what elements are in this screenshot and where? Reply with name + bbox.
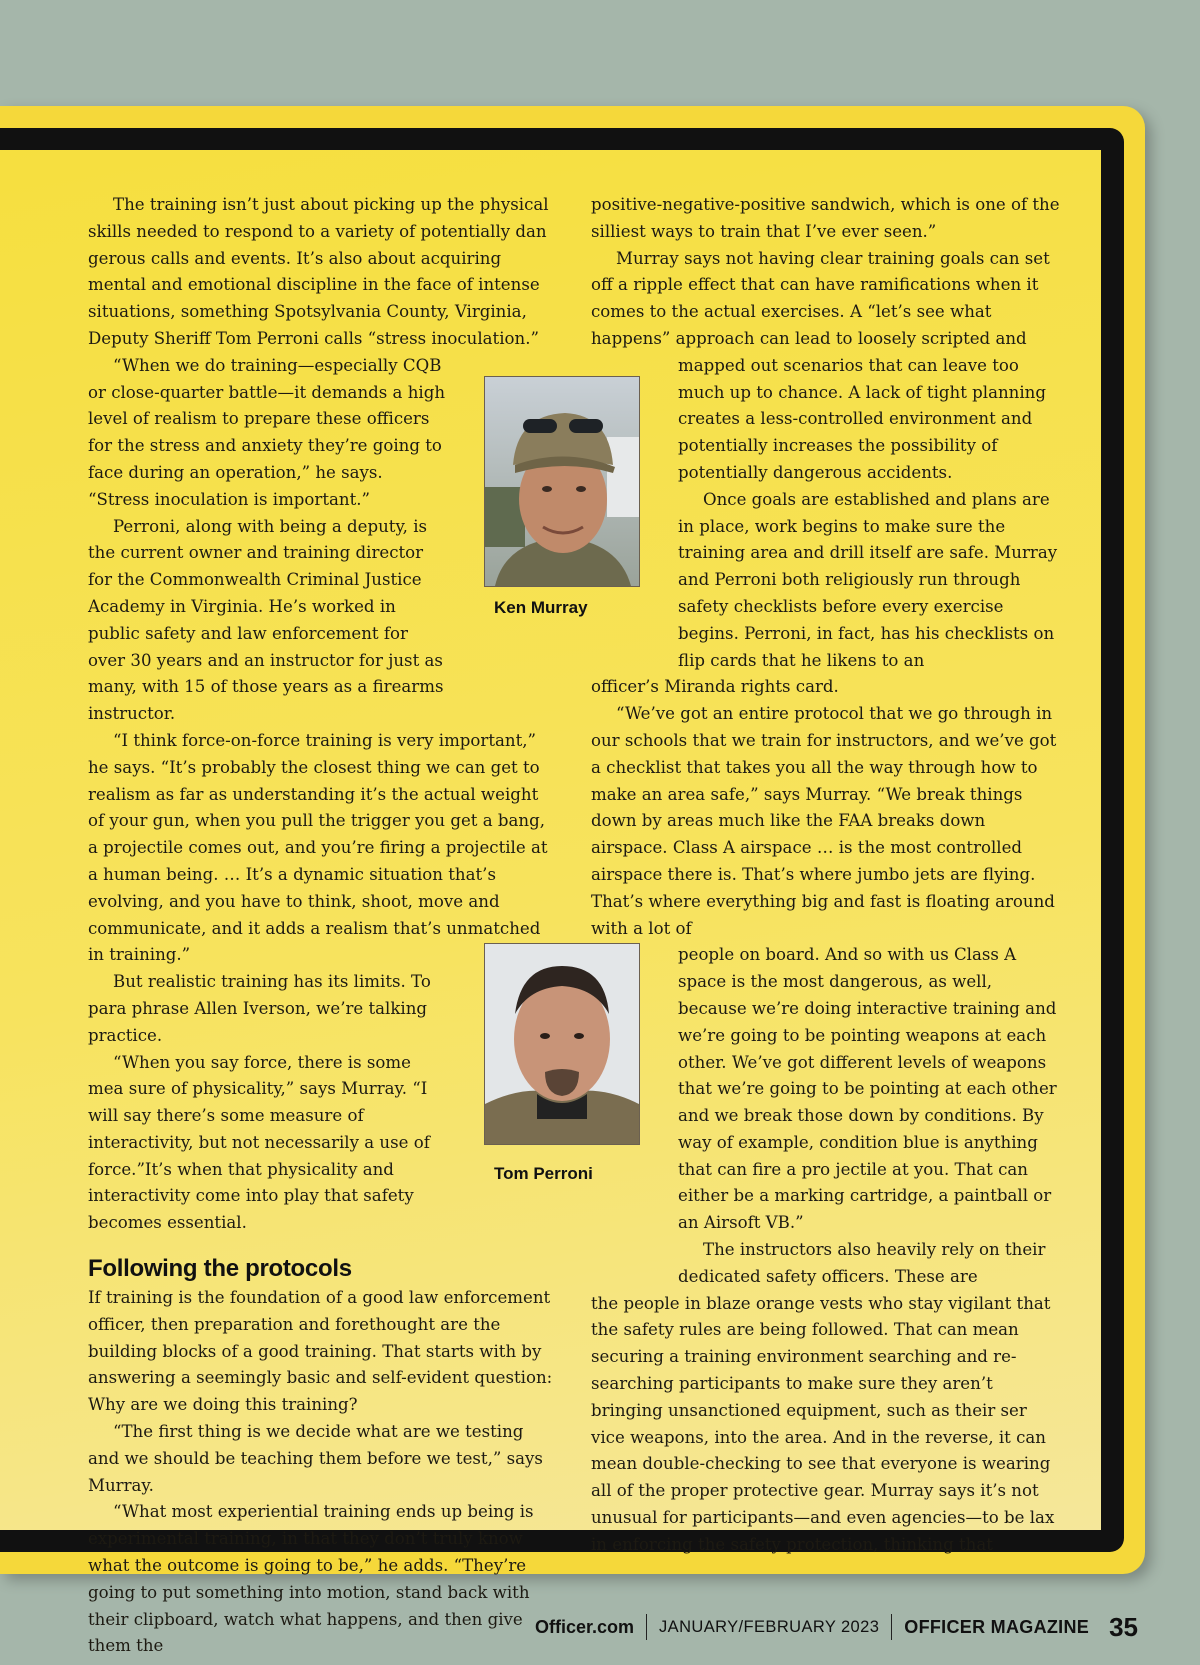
section-heading: Following the protocols [88,1255,352,1283]
footer-site: Officer.com [534,1616,635,1637]
paragraph: If training is the foundation of a good law enforcement officer, then preparation and forethought are the building blocks of a good training. That starts with by answering a seemingly basic and self-evident question: Why are we doing this training? [88,1288,553,1415]
footer-date: JANUARY/FEBRUARY 2023 [659,1617,880,1636]
footer-divider [646,1614,647,1640]
ken-murray-photo [484,376,640,587]
tom-perroni-photo [484,943,640,1145]
paragraph: “When you say force, there is some mea sure of physicality,” says Murray. “I will say there’s some measure of interactivity, but not necessarily a use of force.”It’s when that physicality and interactivity come into play that safety becomes essential. [88,1052,430,1233]
paragraph: Perroni, along with being a deputy, is the current owner and training director for the Commonwealth Criminal Justice Academy in Virginia. He’s worked in public safety and law enforcement for over 30 years and an instructor for just as many, with 15 of those years as a firearms instructor. [88,516,444,724]
right-column [591,192,1061,1559]
paragraph: the people in blaze orange vests who stay vigilant that the safety rules are being followed. That can mean securing a training environment searching and re-searching participants to make sure they aren’t bringing unsanctioned equipment, such as their ser vice weapons, into the area. And in the reverse, it can mean double-checking to see that everyone is wearing all of the proper protective gear. Murray says it’s not unusual for participants—and even agencies—to be lax in enforcing the safety protection, thinking that [591,1293,1055,1554]
narrow-block [88,969,448,1285]
paragraph: “I think force-on-force training is very important,” he says. “It’s probably the closest thing we can get to realism as far as understanding it’s the actual weight of your gun, when you pull the trigger you get a bang, a projectile comes out, and you’re firing a projectile at a human being. … It’s a dynamic situation that’s evolving, and you have to think, shoot, move and communicate, and it adds a realism that’s unmatched in training.” [88,730,548,965]
paragraph: people on board. And so with us Class A space is the most dangerous, as well, because we’re doing interactive training and we’re going to be pointing weapons at each other. We’ve got different levels of weapons that we’re going to be pointing at each other and we break those down by conditions. By way of example, condition blue is anything that can fire a pro jectile at you. That can either be a marking cartridge, a paintball or an Airsoft VB.” [678,945,1057,1233]
footer-magazine: OFFICER MAGAZINE [904,1616,1090,1637]
paragraph: Murray says not having clear training goals can set off a ripple effect that can have ramifications when it comes to the actual exercises. A “let’s see what happens” approach can lead to loosely scripted and [591,248,1050,348]
paragraph: “The first thing is we decide what are we testing and we should be teaching them before we test,” says Murray. [88,1422,543,1495]
footer-divider [891,1614,892,1640]
paragraph: The instructors also heavily rely on their dedicated safety officers. These are [678,1240,1046,1286]
paragraph: mapped out scenarios that can leave too much up to chance. A lack of tight planning creates a less-controlled environment and potentially increases the possibility of potentially dangerous accidents. [678,355,1046,482]
paragraph: Once goals are established and plans are in place, work begins to make sure the training area and drill itself are safe. Murray and Perroni both religiously run through safety checklists before every exercise begins. Perroni, in fact, has his checklists on flip cards that he likens to an [678,489,1058,670]
paragraph: “What most experiential training ends up being is experimental training, in that they don’t truly know what the outcome is going to be,” he adds. “They’re going to put something into motion, stand back with their clipboard, watch what happens, and then give them the [88,1502,534,1656]
page-footer [535,1612,1138,1642]
paragraph: But realistic training has its limits. To para phrase Allen Iverson, we’re talking practice. [88,972,431,1045]
wrapped-block [678,353,1061,675]
paragraph: “When we do training—especially CQB or close-quarter battle—it demands a high level of realism to prepare these officers for the stress and anxiety they’re going to face during an operation,” he says. “Stress inoculation is important.” [88,355,446,509]
wrapped-block [678,942,1061,1290]
page-number: 35 [1109,1611,1138,1642]
paragraph: The training isn’t just about picking up the physical skills needed to respond to a variety of potentially dan gerous calls and events. It’s also about acquiring mental and emotional discipline in the face of intense situations, something Spotsylvania County, Virginia, Deputy Sheriff Tom Perroni calls “stress inoculation.” [88,195,549,348]
photo-caption: Tom Perroni [494,1164,593,1183]
paragraph: “We’ve got an entire protocol that we go through in our schools that we train for instructors, and we’ve got a checklist that takes you all the way through how to make an area safe,” says Murray. “We break things down by areas much like the FAA breaks down airspace. Class A airspace … is the most controlled airspace there is. That’s where jumbo jets are flying. That’s where everything big and fast is floating around with a lot of [591,704,1057,938]
paragraph: positive-negative-positive sandwich, which is one of the silliest ways to train that I’ve ever seen.” [591,195,1060,241]
narrow-block [88,353,448,728]
paragraph: officer’s Miranda rights card. [591,677,839,697]
photo-caption: Ken Murray [494,598,588,617]
